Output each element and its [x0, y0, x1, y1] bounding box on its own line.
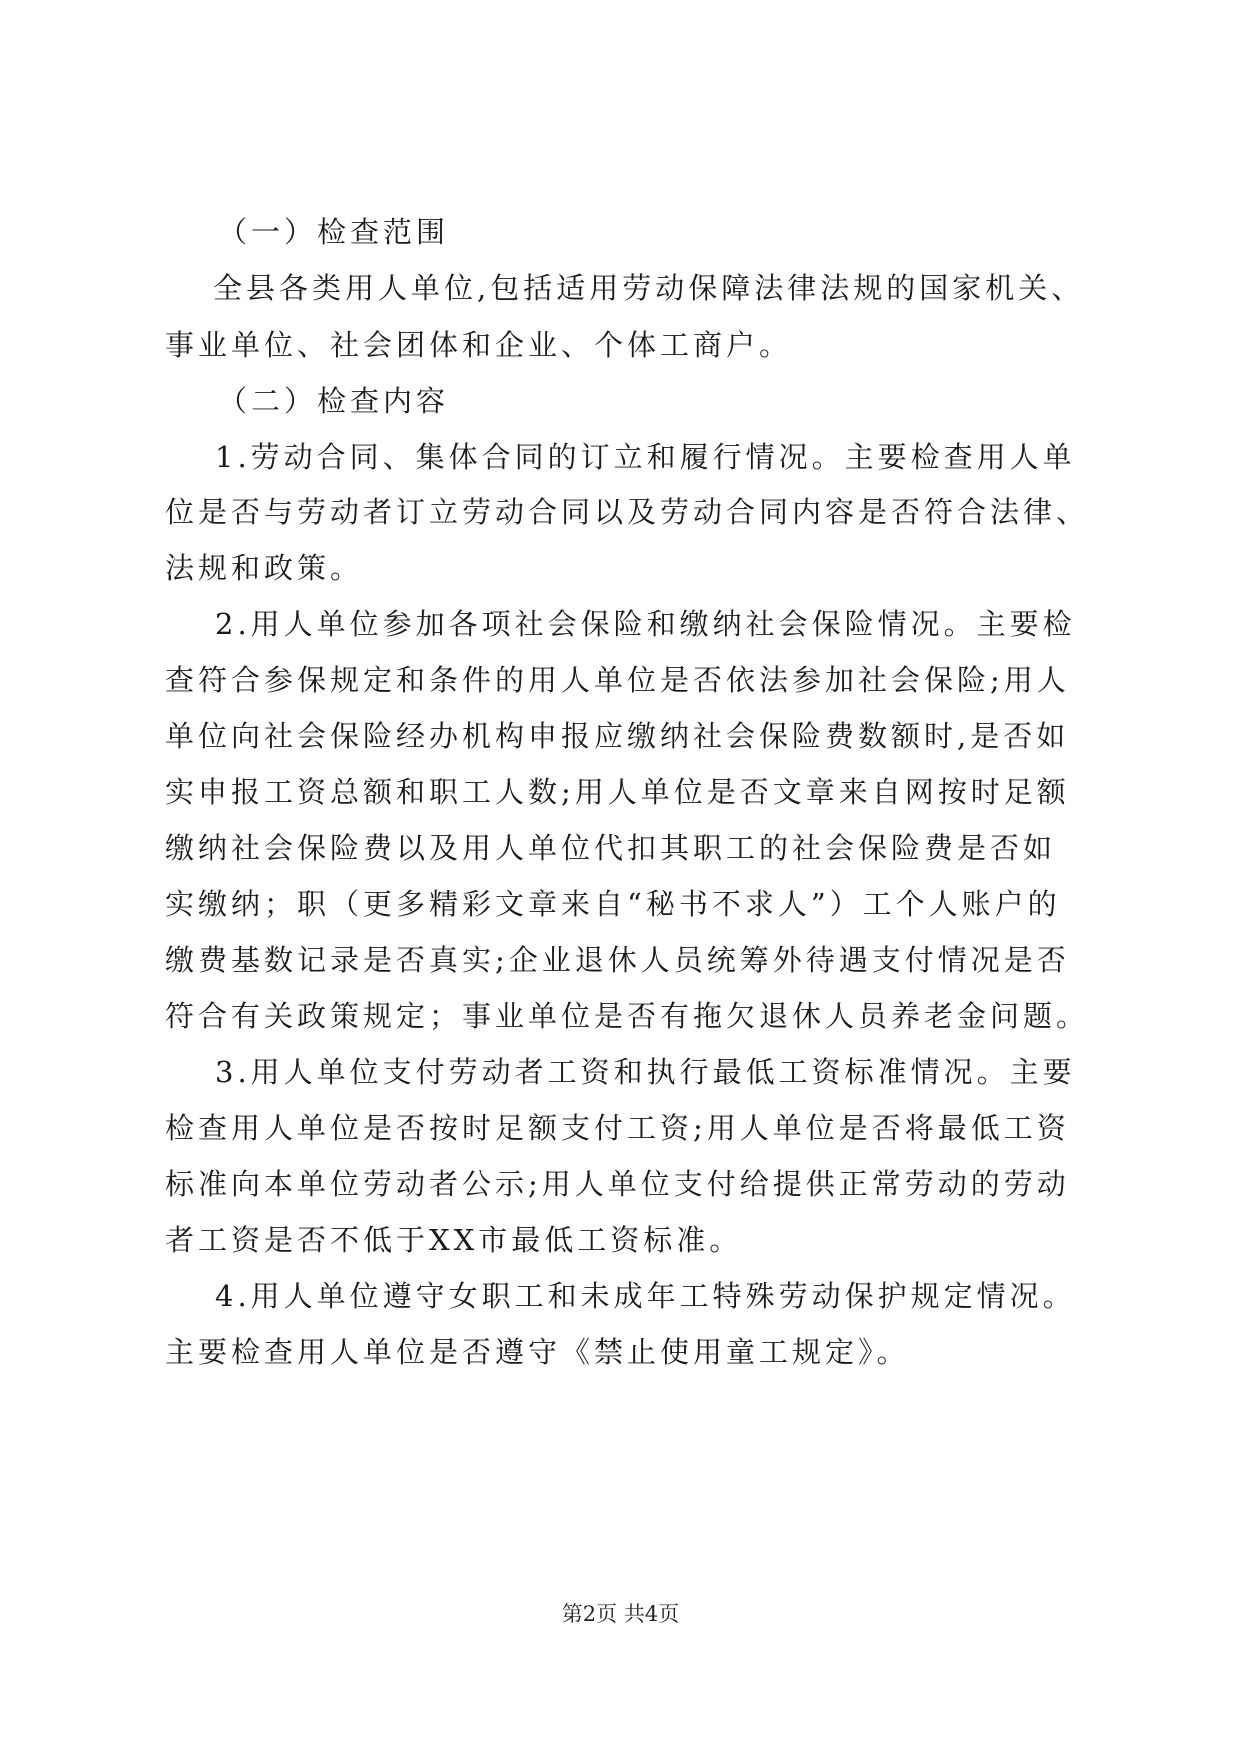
paragraph-line: 符合有关政策规定；事业单位是否有拖欠退休人员养老金问题。 — [165, 999, 1090, 1033]
paragraph-line: 4.用人单位遵守女职工和未成年工特殊劳动保护规定情况。 — [215, 1279, 1076, 1313]
paragraph-line: 事业单位、社会团体和企业、个体工商户。 — [165, 328, 793, 362]
section-heading-content: （二）检查内容 — [218, 384, 450, 418]
paragraph-line: 法规和政策。 — [165, 551, 364, 585]
paragraph-line: 者工资是否不低于XX市最低工资标准。 — [165, 1223, 743, 1257]
paragraph-line: 位是否与劳动者订立劳动合同以及劳动合同内容是否符合法律、 — [165, 495, 1090, 529]
paragraph-line: 1.劳动合同、集体合同的订立和履行情况。主要检查用人单 — [215, 440, 1076, 474]
paragraph-line: 实缴纳；职（更多精彩文章来自“秘书不求人”）工个人账户的 — [165, 887, 1061, 921]
paragraph-line: 2.用人单位参加各项社会保险和缴纳社会保险情况。主要检 — [215, 607, 1076, 641]
paragraph-line: 标准向本单位劳动者公示;用人单位支付给提供正常劳动的劳动 — [165, 1167, 1070, 1201]
paragraph-line: 查符合参保规定和条件的用人单位是否依法参加社会保险;用人 — [165, 663, 1070, 697]
paragraph-line: 缴费基数记录是否真实;企业退休人员统筹外待遇支付情况是否 — [165, 943, 1070, 977]
paragraph-line: 检查用人单位是否按时足额支付工资;用人单位是否将最低工资 — [165, 1111, 1070, 1145]
paragraph-line: 缴纳社会保险费以及用人单位代扣其职工的社会保险费是否如 — [165, 831, 1057, 865]
paragraph-line: 单位向社会保险经办机构申报应缴纳社会保险费数额时,是否如 — [165, 719, 1070, 753]
paragraph-line: 主要检查用人单位是否遵守《禁止使用童工规定》。 — [165, 1335, 910, 1369]
paragraph-line: 实申报工资总额和职工人数;用人单位是否文章来自网按时足额 — [165, 775, 1070, 809]
paragraph-line: 全县各类用人单位,包括适用劳动保障法律法规的国家机关、 — [213, 271, 1085, 305]
page-number: 第2页 共4页 — [561, 1602, 680, 1626]
section-heading-scope: （一）检查范围 — [218, 215, 450, 249]
paragraph-line: 3.用人单位支付劳动者工资和执行最低工资标准情况。主要 — [215, 1055, 1076, 1089]
